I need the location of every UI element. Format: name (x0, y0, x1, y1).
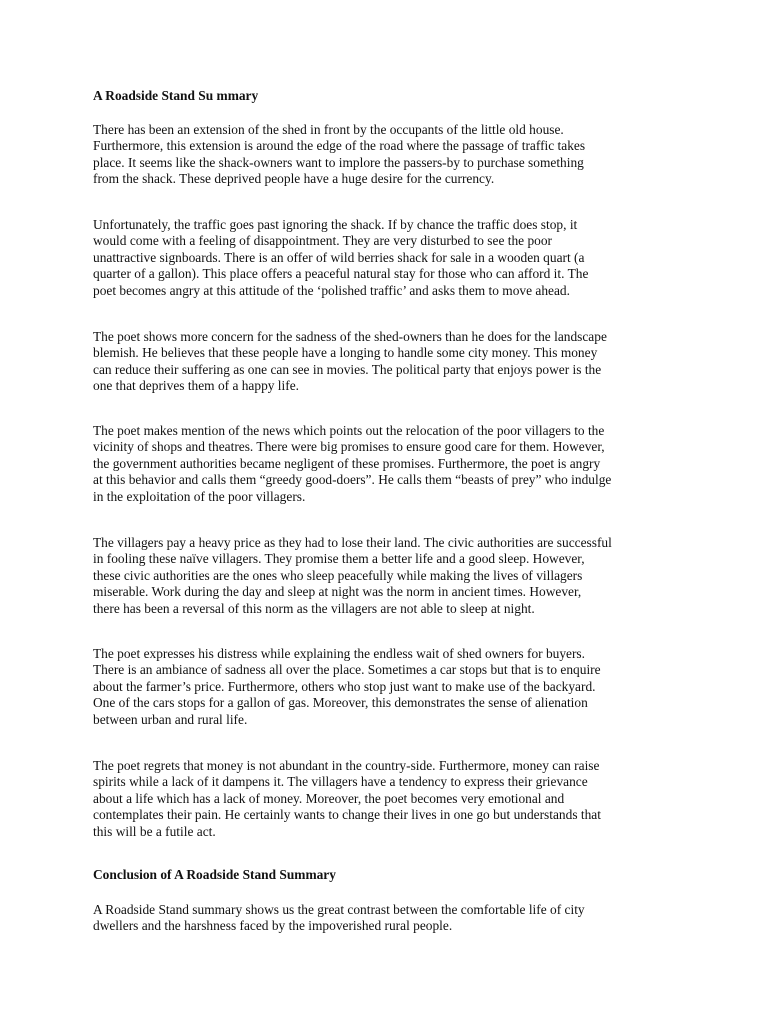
text-line: The poet makes mention of the news which points out the relocation of the poor villagers to the (93, 423, 605, 438)
text-line: quarter of a gallon). This place offers a peaceful natural stay for those who can afford it. The (93, 266, 589, 282)
paragraph-2 (93, 217, 677, 299)
text-line: place. It seems like the shack-owners want to implore the passers-by to purchase something (93, 154, 584, 170)
text-line: between urban and rural life. (93, 711, 248, 727)
conclusion-heading: Conclusion of A Roadside Stand Summary (93, 867, 336, 882)
text-line: would come with a feeling of disappointment. They are very disturbed to see the poor (93, 233, 553, 249)
document-title: A Roadside Stand Su mmary (93, 88, 259, 103)
paragraph-1 (93, 122, 677, 188)
paragraph-7 (93, 758, 677, 840)
text-line: The poet expresses his distress while explaining the endless wait of shed owners for buyers. (93, 646, 585, 661)
text-line: There is an ambiance of sadness all over the place. Sometimes a car stops but that is to enquire (93, 662, 601, 678)
text-line: The poet shows more concern for the sadness of the shed-owners than he does for the landscape (93, 329, 607, 344)
text-line: there has been a reversal of this norm as the villagers are not able to sleep at night. (93, 600, 535, 616)
text-line: at this behavior and calls them “greedy good-doers”. He calls them “beasts of prey” who indulge (93, 472, 612, 488)
text-line: the government authorities became negligent of these promises. Furthermore, the poet is angry (93, 455, 601, 471)
text-line: blemish. He believes that these people have a longing to handle some city money. This money (93, 345, 598, 361)
text-line: There has been an extension of the shed in front by the occupants of the little old house. (93, 122, 564, 137)
text-line: unattractive signboards. There is an offer of wild berries shack for sale in a wooden quart (a (93, 249, 585, 265)
text-line: Unfortunately, the traffic goes past ignoring the shack. If by chance the traffic does stop, it (93, 217, 578, 232)
text-line: A Roadside Stand summary shows us the great contrast between the comfortable life of city (93, 902, 585, 917)
text-line: contemplates their pain. He certainly wants to change their lives in one go but understands that (93, 807, 601, 823)
paragraph-3 (93, 329, 677, 395)
text-line: poet becomes angry at this attitude of the ‘polished traffic’ and asks them to move ahead. (93, 282, 570, 298)
text-line: in the exploitation of the poor villagers. (93, 488, 306, 504)
paragraph-5 (93, 535, 677, 617)
text-line: from the shack. These deprived people have a huge desire for the currency. (93, 171, 495, 187)
text-line: dwellers and the harshness faced by the impoverished rural people. (93, 918, 453, 934)
text-line: vicinity of shops and theatres. There were big promises to ensure good care for them. However, (93, 439, 605, 455)
text-line: One of the cars stops for a gallon of gas. Moreover, this demonstrates the sense of alienation (93, 695, 588, 711)
text-line: The villagers pay a heavy price as they had to lose their land. The civic authorities are successful (93, 535, 612, 550)
text-line: about the farmer’s price. Furthermore, others who stop just want to make use of the backyard. (93, 678, 596, 694)
conclusion-paragraph (93, 902, 677, 935)
text-line: these civic authorities are the ones who sleep peacefully while making the lives of villagers (93, 567, 583, 583)
text-line: The poet regrets that money is not abundant in the country-side. Furthermore, money can raise (93, 758, 600, 773)
paragraph-6 (93, 646, 677, 728)
text-line: in fooling these naïve villagers. They promise them a better life and a good sleep. However, (93, 551, 585, 567)
text-line: spirits while a lack of it dampens it. The villagers have a tendency to express their grievance (93, 774, 588, 790)
text-line: miserable. Work during the day and sleep at night was the norm in ancient times. However, (93, 584, 582, 600)
text-line: one that deprives them of a happy life. (93, 378, 299, 394)
text-line: about a life which has a lack of money. Moreover, the poet becomes very emotional and (93, 790, 565, 806)
text-line: Furthermore, this extension is around the edge of the road where the passage of traffic takes (93, 138, 586, 154)
text-line: can reduce their suffering as one can see in movies. The political party that enjoys power is the (93, 361, 602, 377)
paragraph-4 (93, 423, 677, 505)
text-line: this will be a futile act. (93, 823, 216, 839)
